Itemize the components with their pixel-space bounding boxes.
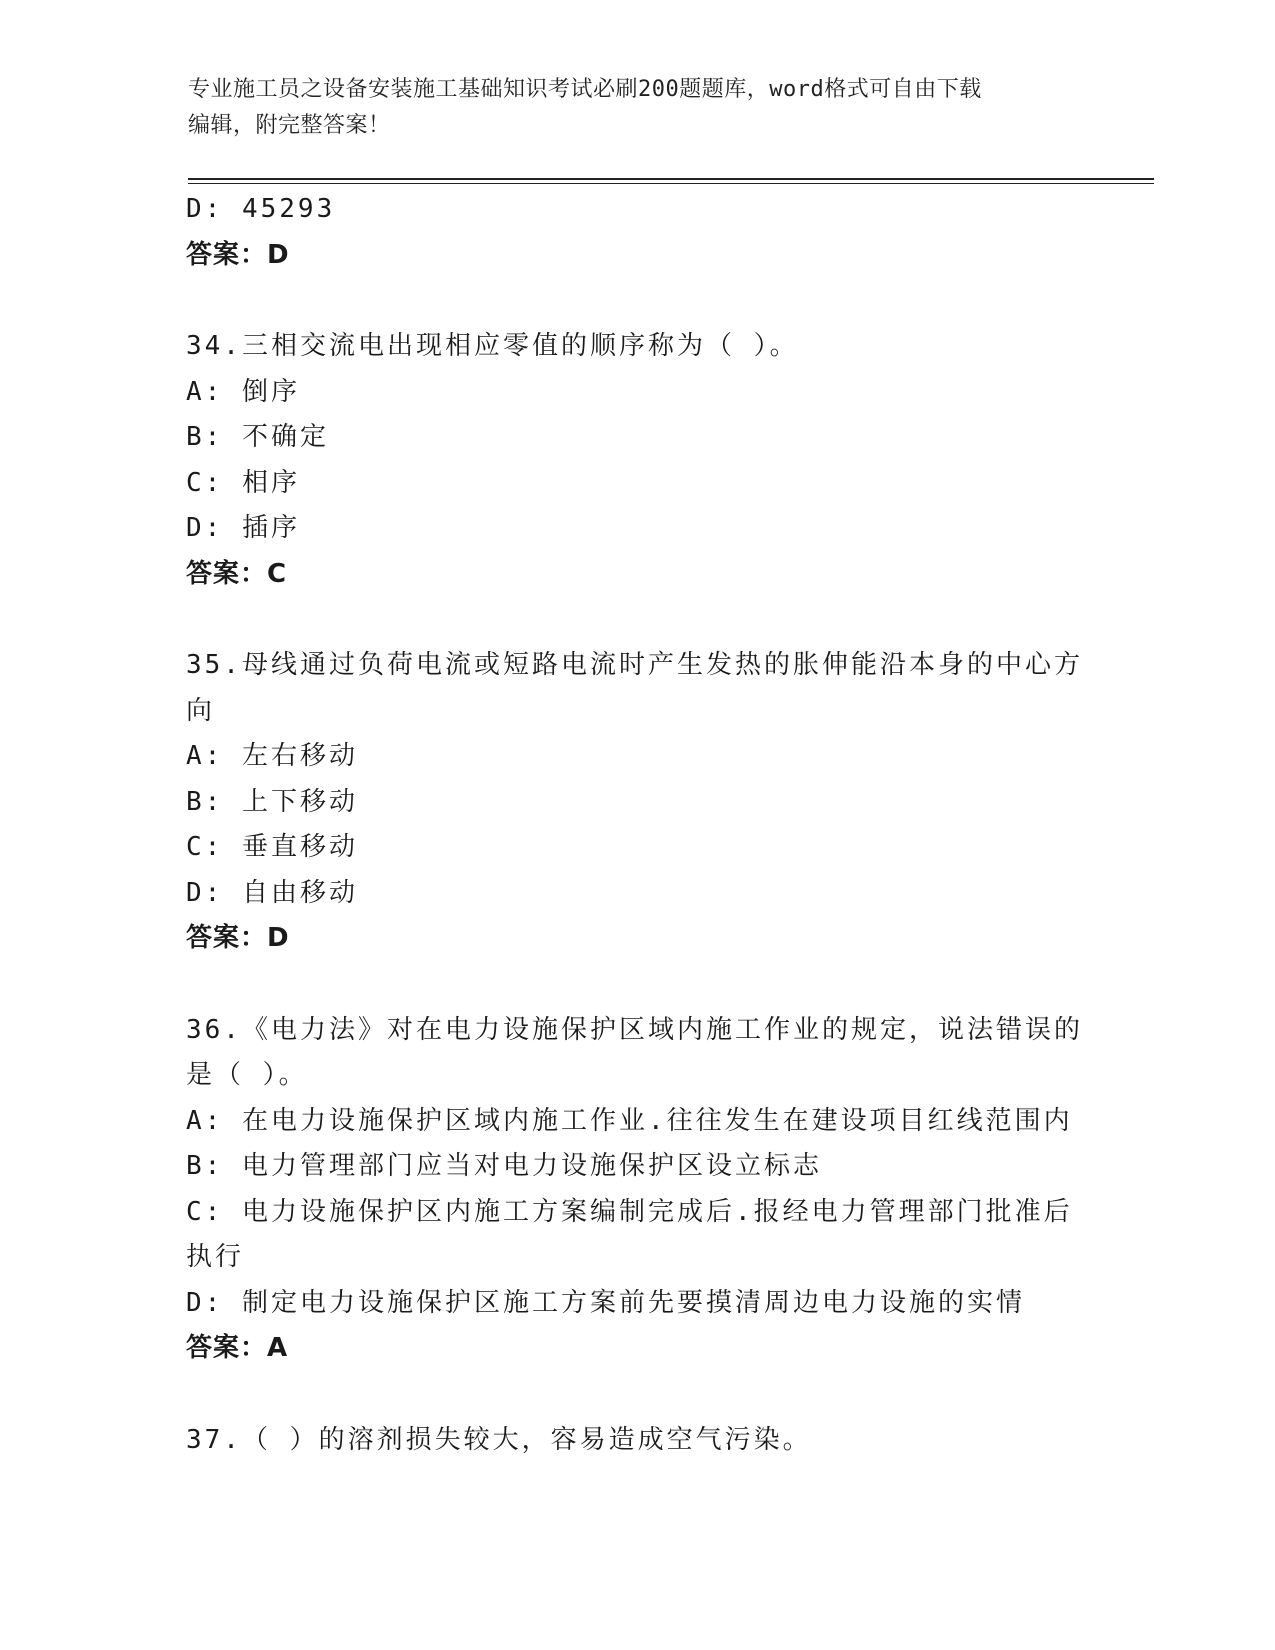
header-title-line-2: 编辑，附完整答案！ [188, 113, 391, 138]
question-gap [186, 278, 1086, 324]
question-text: 34.三相交流电出现相应零值的顺序称为（ ）。 [186, 331, 799, 361]
answer-label: 答案：C [186, 558, 288, 589]
question-block-34 [186, 324, 1086, 597]
answer-label: 答案：A [186, 1333, 289, 1363]
option-c: C: 电力设施保护区内施工方案编制完成后.报经电力管理部门批准后 [186, 1196, 1073, 1227]
option-b: B: 上下移动 [186, 786, 358, 817]
option-a: A: 倒序 [186, 376, 300, 407]
option-c-continued: 执行 [186, 1242, 245, 1272]
option-d: D: 制定电力设施保护区施工方案前先要摸清周边电力设施的实情 [186, 1287, 1025, 1318]
question-text: 35.母线通过负荷电流或短路电流时产生发热的胀伸能沿本身的中心方 [186, 650, 1083, 680]
option-d: D: 插序 [186, 513, 300, 543]
header-title-line-1: 专业施工员之设备安装施工基础知识考试必刷200题题库，word格式可自由下载 [188, 77, 982, 102]
option-a: A: 在电力设施保护区域内施工作业.往往发生在建设项目红线范围内 [186, 1105, 1073, 1136]
answer-label: 答案：D [186, 239, 290, 270]
answer-label: 答案：D [186, 923, 290, 953]
question-gap [186, 962, 1086, 1008]
question-block-36 [186, 1008, 1086, 1372]
question-list [186, 187, 1086, 1463]
question-block-37 [186, 1418, 1086, 1464]
header-rule-thick [188, 178, 1154, 180]
option-b: B: 不确定 [186, 422, 329, 452]
question-text-continued: 是（ ）。 [186, 1060, 308, 1090]
question-text: 37.（ ）的溶剂损失较大，容易造成空气污染。 [186, 1424, 812, 1455]
question-block-35 [186, 643, 1086, 962]
header-rule-thin [188, 183, 1154, 184]
question-text: 36.《电力法》对在电力设施保护区域内施工作业的规定，说法错误的 [186, 1014, 1083, 1045]
option-d: D: 自由移动 [186, 877, 358, 908]
option-c: C: 垂直移动 [186, 832, 358, 862]
question-text-continued: 向 [186, 695, 216, 726]
question-gap [186, 1372, 1086, 1418]
question-block-33 [186, 187, 1086, 278]
option-b: B: 电力管理部门应当对电力设施保护区设立标志 [186, 1151, 822, 1181]
option-a: A: 左右移动 [186, 741, 358, 771]
option-c: C: 相序 [186, 467, 300, 498]
option-d: D: 45293 [186, 194, 336, 224]
question-gap [186, 597, 1086, 643]
document-header [188, 72, 1088, 144]
